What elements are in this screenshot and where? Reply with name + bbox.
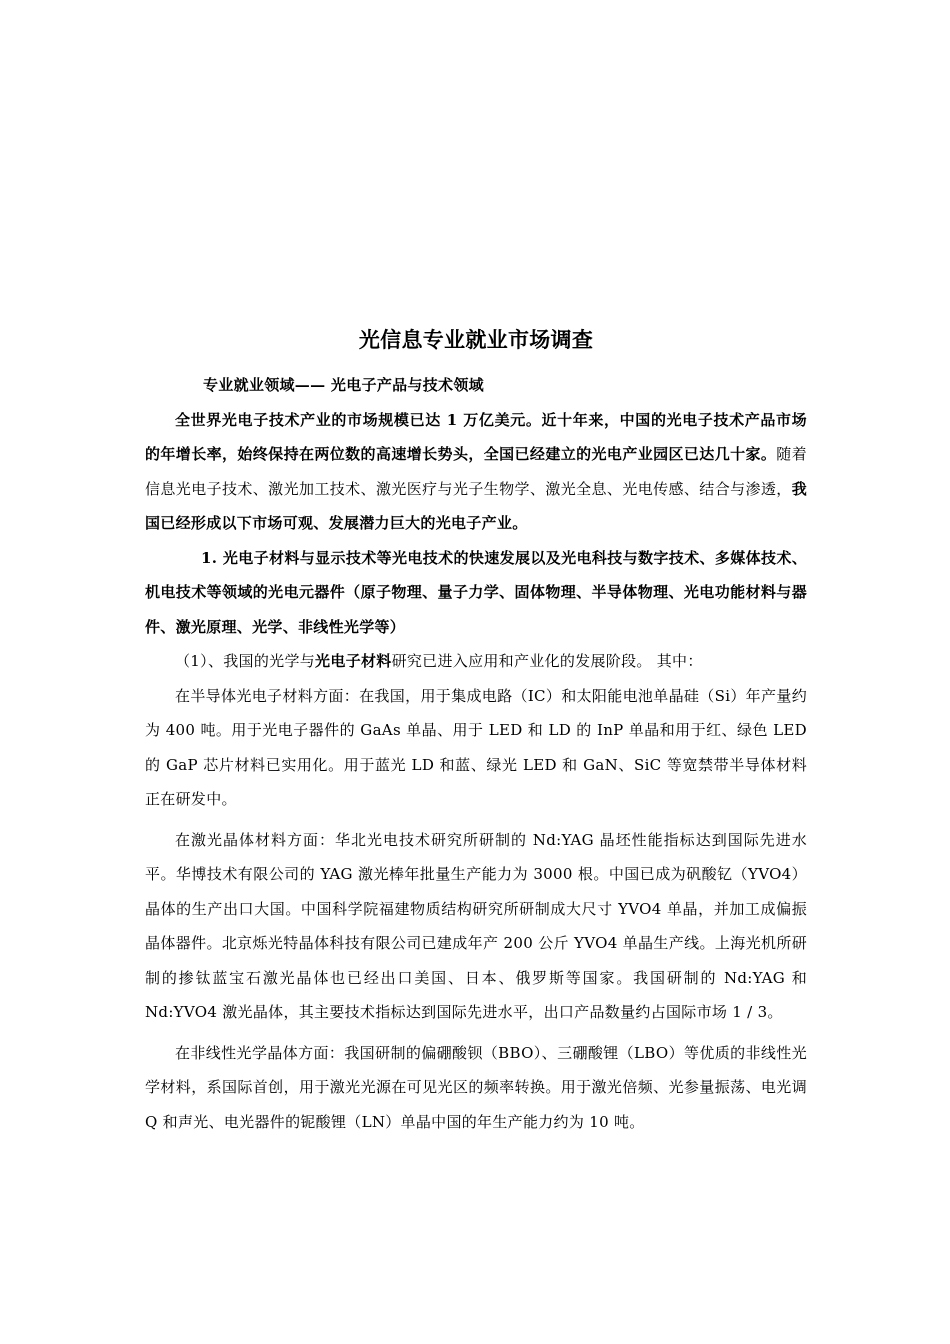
sub-item-1-pre: （1）、我国的光学与	[175, 652, 316, 670]
sub-item-1	[145, 644, 807, 679]
semiconductor-paragraph: 在半导体光电子材料方面：在我国，用于集成电路（IC）和太阳能电池单晶硅（Si）年产量约为 400 吨。用于光电子器件的 GaAs 单晶、用于 LED 和 LD 的 InP 单晶和用于红、绿色 LED 的 GaP 芯片材料已实用化。用于蓝光 LD 和蓝、绿光 LED 和 GaN、SiC 等宽禁带半导体材料正在研发中。	[145, 686, 807, 808]
intro-bold-text: 全世界光电子技术产业的市场规模已达 1 万亿美元。近十年来，中国的光电子技术产品市场的年增长率，始终保持在两位数的高速增长势头，全国已经建立的光电产业园区已达几十家。	[145, 410, 807, 463]
section-subtitle: 专业就业领域—— 光电子产品与技术领域	[203, 376, 484, 394]
sub-item-1-post: 研究已进入应用和产业化的发展阶段。 其中：	[391, 652, 703, 670]
nonlinear-crystal-paragraph: 在非线性光学晶体方面：我国研制的偏硼酸钡（BBO）、三硼酸锂（LBO）等优质的非线性光学材料，系国际首创，用于激光光源在可见光区的频率转换。用于激光倍频、光参量振荡、电光调 Q 和声光、电光器件的铌酸锂（LN）单晶中国的年生产能力约为 10 吨。	[145, 1043, 807, 1131]
intro-bold-tail: 我国已经形成以下市场可观、发展潜力巨大的光电子产业。	[145, 479, 807, 532]
intro-normal-text: 随着信息光电子技术、激光加工技术、激光医疗与光子生物学、激光全息、光电传感、结合与渗透，	[145, 445, 807, 498]
document-body	[145, 320, 807, 1139]
intro-paragraph	[145, 403, 807, 541]
document-title: 光信息专业就业市场调查	[358, 327, 594, 352]
list-item-1: 1. 光电子材料与显示技术等光电技术的快速发展以及光电科技与数字技术、多媒体技术、机电技术等领域的光电元器件（原子物理、量子力学、固体物理、半导体物理、光电功能材料与器件、激光原理、光学、非线性光学等）	[145, 548, 807, 636]
sub-item-1-bold: 光电子材料	[315, 652, 392, 670]
laser-crystal-paragraph: 在激光晶体材料方面：华北光电技术研究所研制的 Nd:YAG 晶坯性能指标达到国际先进水平。华博技术有限公司的 YAG 激光棒年批量生产能力为 3000 根。中国已成为矾酸钇（YVO4）晶体的生产出口大国。中国科学院福建物质结构研究所研制成大尺寸 YVO4 单晶，并加工成偏振晶体器件。北京烁光特晶体科技有限公司已建成年产 200 公斤 YVO4 单晶生产线。上海光机所研制的掺钛蓝宝石激光晶体也已经出口美国、日本、俄罗斯等国家。我国研制的 Nd:YAG 和 Nd:YVO4 激光晶体，其主要技术指标达到国际先进水平，出口产品数量约占国际市场 1 / 3。	[145, 830, 807, 1021]
